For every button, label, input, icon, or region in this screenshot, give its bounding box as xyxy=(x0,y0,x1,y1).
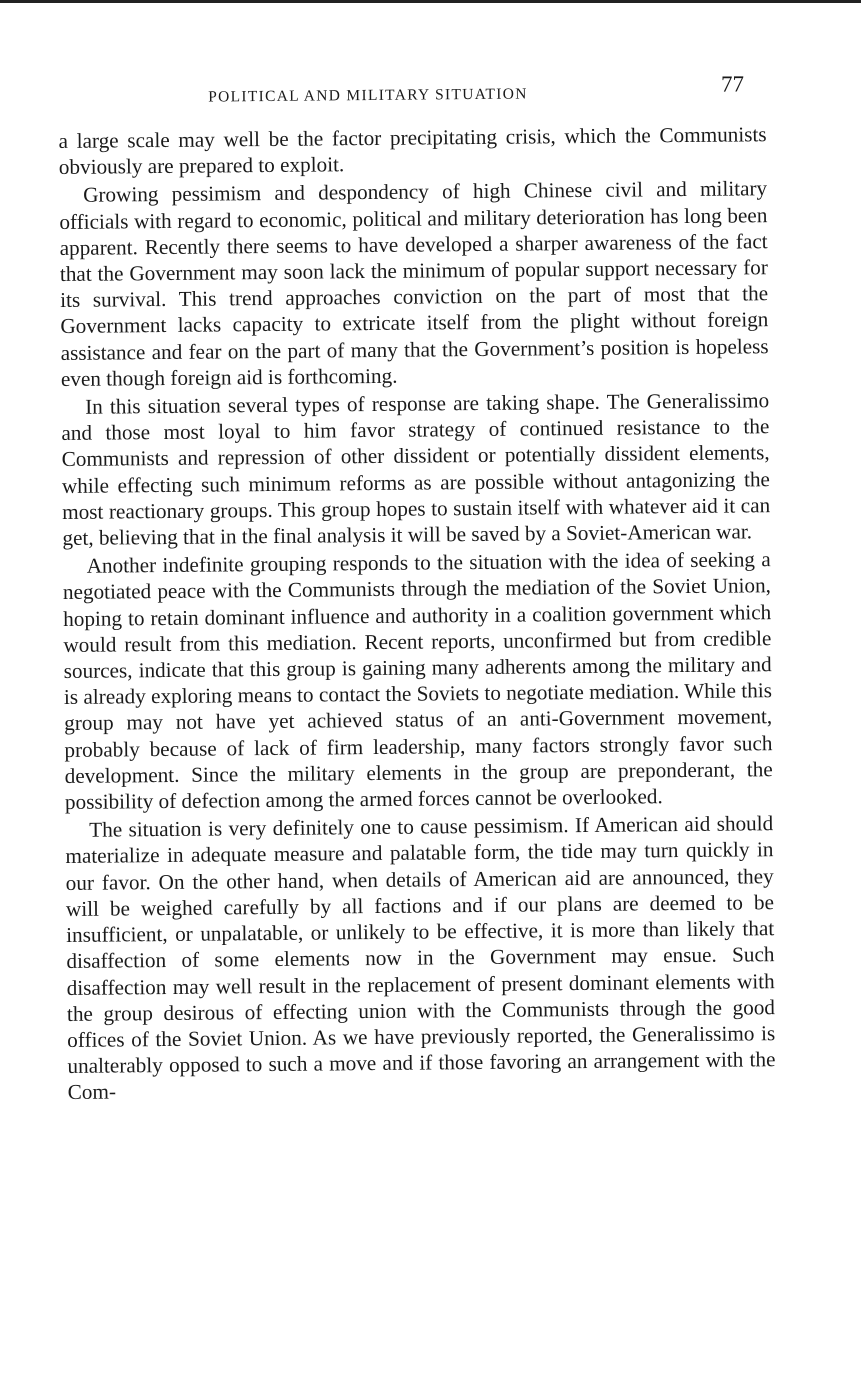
document-page xyxy=(58,71,776,1105)
running-head xyxy=(58,71,766,128)
running-title: POLITICAL AND MILITARY SITUATION xyxy=(208,85,528,106)
paragraph-situation: The situation is very definitely one to cause pessimism. If American aid should materialize in adequate measure and palatable form, the tide may turn quickly in our favor. On the other hand, when details of American aid are announced, they will be weighed carefully by all factions and if our plans are deemed to be insufficient, or unpalatable, or unlikely to be effective, it is more than likely that disaffection of some elements now in the Government may ensue. Such disaffection may well result in the replacement of present dominant elements with the group desirous of effecting union with the Communists through the good offices of the Soviet Union. As we have previously reported, the Generalissimo is unalterably opposed to such a move and if those favoring an arrangement with the Com- xyxy=(65,811,776,1105)
body-text xyxy=(58,121,775,1105)
paragraph-responses: In this situation several types of response are taking shape. The Generalissimo and those most loyal to him favor strategy of continued resistance to the Communists and repression of other dissident or potentially dissident elements, while effecting such minimum reforms as are possible without antagonizing the most reactionary groups. This group hopes to sustain itself with whatever aid it can get, believing that in the final analysis it will be saved by a Soviet-American war. xyxy=(61,388,771,551)
page-number: 77 xyxy=(720,71,745,97)
paragraph-pessimism: Growing pessimism and despondency of high Chinese civil and military officials with regard to economic, political and military deterioration has long been apparent. Recently there seems to have developed a sharper awareness of the fact that the Government may soon lack the minimum of popular support necessary for its survival. This trend approaches conviction on the part of most that the Government lacks capacity to extricate itself from the plight without foreign assistance and fear on the part of many that the Government’s position is hopeless even though foreign aid is forthcoming. xyxy=(59,176,769,391)
top-border-rule xyxy=(0,0,861,3)
paragraph-continuation: a large scale may well be the factor precipitating crisis, which the Communists obviously are prepared to exploit. xyxy=(58,122,767,180)
paragraph-negotiated-peace: Another indefinite grouping responds to the situation with the idea of seeking a negotiated peace with the Communists through the mediation of the Soviet Union, hoping to retain dominant influence and authority in a coalition government which would result from this mediation. Recent reports, unconfirmed but from credible sources, indicate that this group is gaining many adherents among the military and is already exploring means to contact the Soviets to negotiate mediation. While this group may not have yet achieved status of an anti-Government movement, probably because of lack of firm leadership, many factors strongly favor such development. Since the military elements in the group are preponderant, the possibility of defection among the armed forces cannot be overlooked. xyxy=(62,547,773,815)
